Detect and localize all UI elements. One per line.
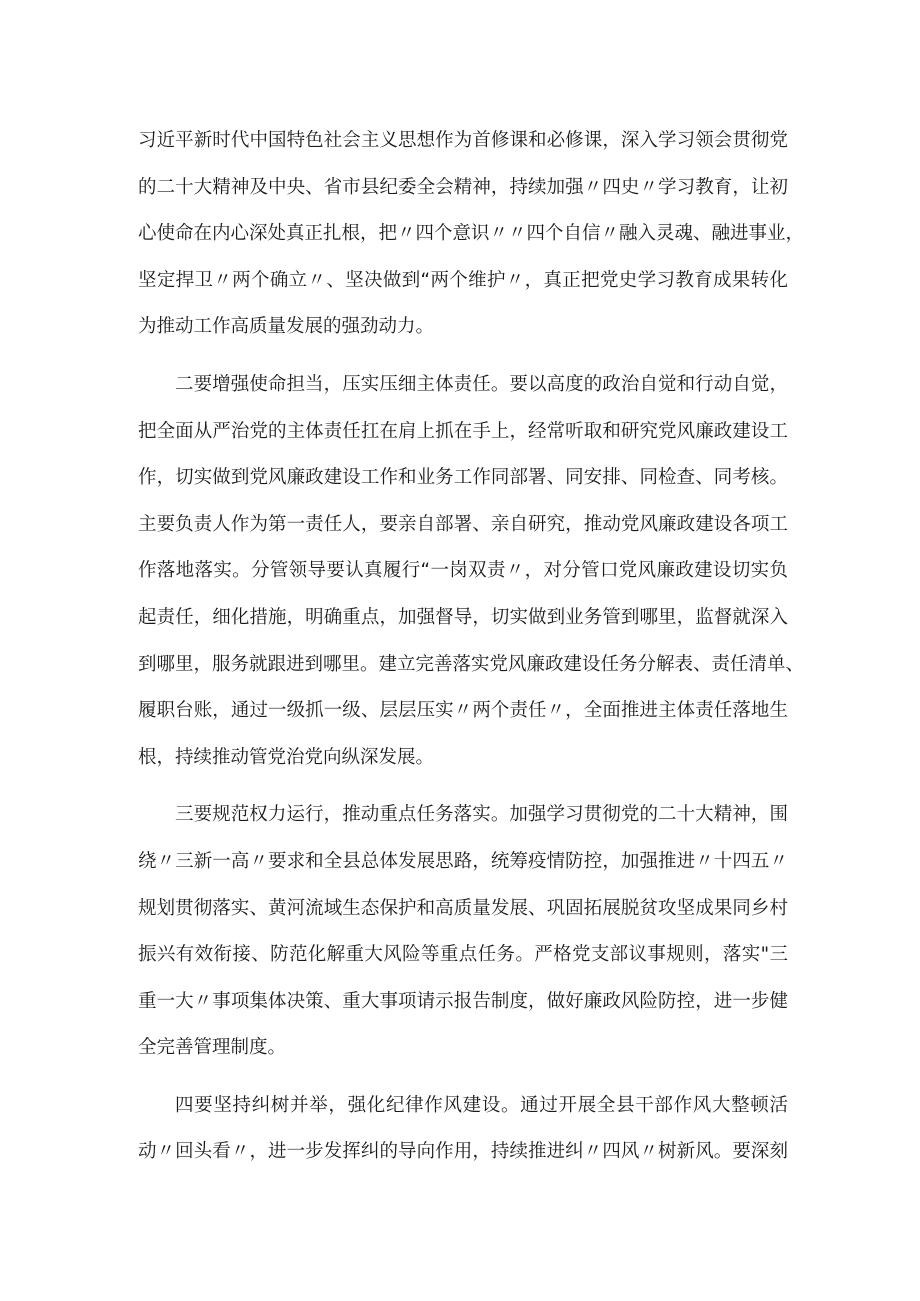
paragraph-2 bbox=[138, 362, 805, 781]
text-line: 根，持续推动管党治党向纵深发展。 bbox=[138, 746, 435, 768]
text-line: 习近平新时代中国特色社会主义思想作为首修课和必修课，深入学习领会贯彻党 bbox=[138, 130, 788, 151]
text-line: 三要规范权力运行，推动重点任务落实。加强学习贯彻党的二十大精神，围 bbox=[175, 804, 788, 826]
text-line: 作落地落实。分管领导要认真履行“一岗双责〃，对分管口党风廉政建设切实负 bbox=[138, 560, 788, 582]
text-line: 振兴有效衔接、防范化解重大风险等重点任务。严格党支部议事规则，落实"三 bbox=[138, 944, 788, 966]
text-line: 起责任，细化措施，明确重点，加强督导，切实做到业务管到哪里，监督就深入 bbox=[138, 606, 788, 628]
text-line: 绕〃三新一高〃要求和全县总体发展思路，统筹疫情防控，加强推进〃十四五〃 bbox=[138, 850, 788, 872]
text-line: 坚定捍卫〃两个确立〃、坚决做到“两个维护〃，真正把党史学习教育成果转化 bbox=[138, 269, 788, 291]
paragraph-3 bbox=[138, 792, 788, 1072]
text-line: 到哪里，服务就跟进到哪里。建立完善落实党风廉政建设任务分解表、责任清单、 bbox=[138, 653, 805, 675]
text-line: 心使命在内心深处真正扎根，把〃四个意识〃〃四个自信〃融入灵魂、融进事业， bbox=[138, 223, 805, 245]
text-line: 规划贯彻落实、黄河流域生态保护和高质量发展、巩固拓展脱贫攻坚成果同乡村 bbox=[138, 897, 788, 919]
text-line: 四要坚持纠树并举，强化纪律作风建设。通过开展全县干部作风大整顿活 bbox=[175, 1094, 788, 1116]
paragraph-4 bbox=[138, 1083, 788, 1176]
text-line: 作，切实做到党风廉政建设工作和业务工作同部署、同安排、同检查、同考核。 bbox=[138, 467, 788, 489]
text-line: 全完善管理制度。 bbox=[138, 1037, 287, 1059]
text-line: 把全面从严治党的主体责任扛在肩上抓在手上，经常听取和研究党风廉政建设工 bbox=[138, 420, 788, 442]
text-line: 的二十大精神及中央、省市县纪委全会精神，持续加强〃四史〃学习教育，让初 bbox=[138, 176, 788, 198]
text-line: 动〃回头看〃，进一步发挥纠的导向作用，持续推进纠〃四风〃树新风。要深刻 bbox=[138, 1141, 788, 1163]
paragraph-1 bbox=[138, 118, 805, 351]
document-body bbox=[138, 118, 805, 1187]
text-line: 二要增强使命担当，压实压细主体责任。要以高度的政治自觉和行动自觉， bbox=[175, 373, 788, 395]
text-line: 为推动工作高质量发展的强劲动力。 bbox=[138, 316, 435, 338]
text-line: 履职台账，通过一级抓一级、层层压实〃两个责任〃，全面推进主体责任落地生 bbox=[138, 700, 788, 722]
text-line: 主要负责人作为第一责任人，要亲自部署、亲自研究，推动党风廉政建设各项工 bbox=[138, 513, 788, 535]
text-line: 重一大〃事项集体决策、重大事项请示报告制度，做好廉政风险防控，进一步健 bbox=[138, 990, 788, 1012]
